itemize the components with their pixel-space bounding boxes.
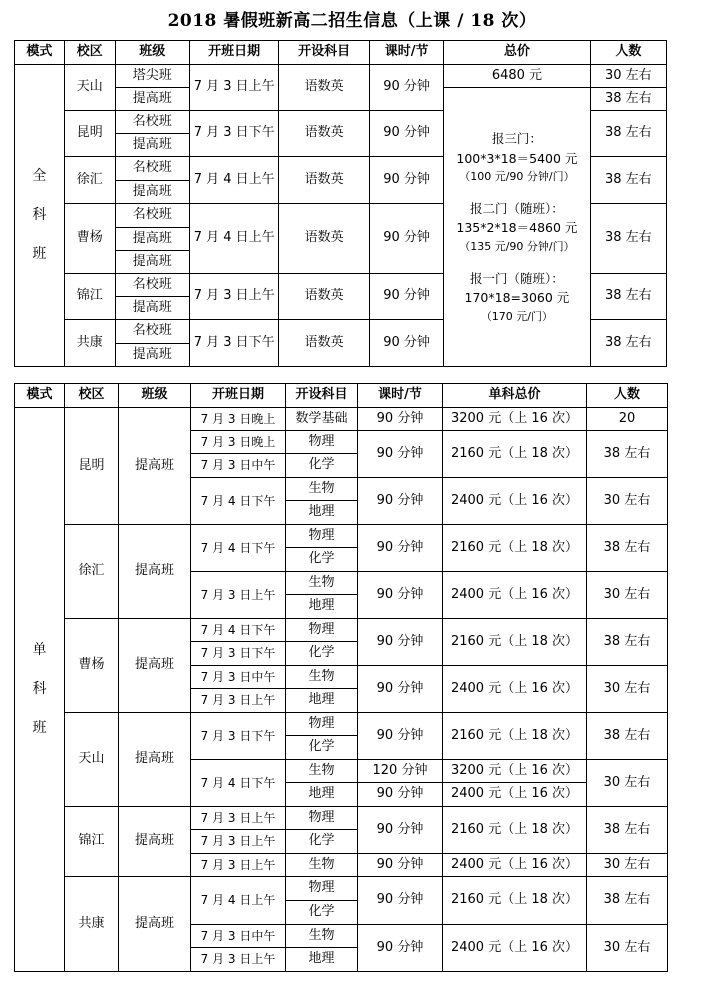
people-cell: 38 左右 xyxy=(590,320,666,367)
date-cell: 7 月 3 日晚上 xyxy=(191,408,286,431)
subject-cell: 生物 xyxy=(286,572,358,595)
subject-cell: 化学 xyxy=(286,830,358,854)
header-cell: 校区 xyxy=(65,384,119,408)
subject-cell: 物理 xyxy=(286,877,358,901)
people-cell: 20 xyxy=(587,408,668,431)
subject-cell: 生物 xyxy=(286,854,358,877)
class-cell: 提高班 xyxy=(119,525,191,619)
price-cell: 2400 元（上 16 次） xyxy=(443,478,587,525)
class-cell: 提高班 xyxy=(119,877,191,972)
table-row xyxy=(15,525,668,548)
people-cell: 38 左右 xyxy=(590,274,666,320)
price-cell: 2160 元（上 18 次） xyxy=(443,807,587,854)
header-cell: 人数 xyxy=(587,384,668,408)
price-cell: 2400 元（上 16 次） xyxy=(443,572,587,619)
date-cell: 7 月 4 日下午 xyxy=(191,525,286,572)
subject-cell: 语数英 xyxy=(279,157,370,204)
date-cell: 7 月 3 日下午 xyxy=(189,111,279,157)
class-cell: 提高班 xyxy=(119,408,191,525)
subject-cell: 生物 xyxy=(286,760,358,783)
date-cell: 7 月 3 日晚上 xyxy=(191,431,286,454)
duration-cell: 90 分钟 xyxy=(358,572,443,619)
mode-cell: 全 科 班 xyxy=(15,65,65,367)
people-cell: 30 左右 xyxy=(587,666,668,713)
date-cell: 7 月 3 日上午 xyxy=(191,854,286,877)
class-cell: 塔尖班 xyxy=(115,65,189,88)
campus-cell: 曹杨 xyxy=(65,619,119,713)
subject-cell: 语数英 xyxy=(279,320,370,367)
campus-cell: 曹杨 xyxy=(64,204,115,274)
people-cell: 38 左右 xyxy=(587,807,668,854)
header-cell: 开班日期 xyxy=(189,41,279,65)
header-cell: 开设科目 xyxy=(279,41,370,65)
duration-cell: 90 分钟 xyxy=(358,431,443,478)
header-cell: 总价 xyxy=(444,41,590,65)
date-cell: 7 月 3 日上午 xyxy=(191,830,286,854)
header-cell: 课时/节 xyxy=(369,41,443,65)
people-cell: 30 左右 xyxy=(587,854,668,877)
date-cell: 7 月 4 日下午 xyxy=(191,478,286,525)
date-cell: 7 月 4 日上午 xyxy=(191,877,286,925)
class-cell: 提高班 xyxy=(119,619,191,713)
duration-cell: 90 分钟 xyxy=(358,854,443,877)
price-cell: 6480 元 xyxy=(444,65,590,88)
price-cell: 3200 元（上 16 次） xyxy=(443,760,587,783)
class-cell: 提高班 xyxy=(115,344,189,367)
people-cell: 30 左右 xyxy=(587,478,668,525)
campus-cell: 天山 xyxy=(65,713,119,807)
campus-cell: 锦江 xyxy=(65,807,119,877)
subject-cell: 物理 xyxy=(286,713,358,736)
class-cell: 提高班 xyxy=(115,228,189,251)
people-cell: 38 左右 xyxy=(590,204,666,274)
campus-cell: 共康 xyxy=(64,320,115,367)
duration-cell: 90 分钟 xyxy=(358,666,443,713)
pricing-note-cell: 报三门： 100*3*18＝5400 元 （100 元/90 分钟/门） 报二门（随班）： 135*2*18＝4860 元 （135 元/90 分钟/门） 报一门（随班）： 170*18=3060 元 （170 元/门） xyxy=(444,88,590,367)
price-cell: 2160 元（上 18 次） xyxy=(443,525,587,572)
subject-cell: 语数英 xyxy=(279,204,370,274)
campus-cell: 共康 xyxy=(65,877,119,972)
class-cell: 名校班 xyxy=(115,320,189,344)
duration-cell: 90 分钟 xyxy=(369,111,443,157)
subject-cell: 化学 xyxy=(286,454,358,478)
duration-cell: 90 分钟 xyxy=(369,65,443,111)
full-subject-table xyxy=(14,40,667,367)
duration-cell: 90 分钟 xyxy=(358,478,443,525)
subject-cell: 地理 xyxy=(286,501,358,525)
date-cell: 7 月 3 日上午 xyxy=(189,65,279,111)
campus-cell: 徐汇 xyxy=(64,157,115,204)
header-cell: 开班日期 xyxy=(191,384,286,408)
people-cell: 38 左右 xyxy=(587,713,668,760)
header-cell: 模式 xyxy=(15,41,65,65)
people-cell: 38 左右 xyxy=(587,619,668,666)
table-row xyxy=(15,877,668,901)
header-cell: 单科总价 xyxy=(443,384,587,408)
page-title: 2018 暑假班新高二招生信息（上课 / 18 次） xyxy=(167,11,537,31)
header-cell: 班级 xyxy=(115,41,189,65)
date-cell: 7 月 3 日中午 xyxy=(191,666,286,689)
duration-cell: 90 分钟 xyxy=(369,157,443,204)
class-cell: 提高班 xyxy=(115,251,189,274)
date-cell: 7 月 4 日下午 xyxy=(191,619,286,642)
subject-cell: 语数英 xyxy=(279,65,370,111)
duration-cell: 90 分钟 xyxy=(369,320,443,367)
people-cell: 30 左右 xyxy=(587,572,668,619)
duration-cell: 90 分钟 xyxy=(369,274,443,320)
table-row xyxy=(15,807,668,830)
header-cell: 班级 xyxy=(119,384,191,408)
table-row xyxy=(15,619,668,642)
campus-cell: 徐汇 xyxy=(65,525,119,619)
table-row xyxy=(15,408,668,431)
mode-cell: 单 科 班 xyxy=(15,408,65,972)
campus-cell: 锦江 xyxy=(64,274,115,320)
subject-cell: 物理 xyxy=(286,807,358,830)
duration-cell: 90 分钟 xyxy=(358,925,443,972)
table-header-row xyxy=(15,384,668,408)
table-row xyxy=(15,713,668,736)
subject-cell: 化学 xyxy=(286,736,358,760)
subject-cell: 地理 xyxy=(286,783,358,807)
date-cell: 7 月 3 日上午 xyxy=(191,572,286,619)
campus-cell: 昆明 xyxy=(64,111,115,157)
price-cell: 2160 元（上 18 次） xyxy=(443,619,587,666)
date-cell: 7 月 3 日上午 xyxy=(191,807,286,830)
subject-cell: 生物 xyxy=(286,925,358,948)
header-cell: 校区 xyxy=(64,41,115,65)
class-cell: 名校班 xyxy=(115,111,189,134)
class-cell: 名校班 xyxy=(115,274,189,297)
campus-cell: 天山 xyxy=(64,65,115,111)
duration-cell: 120 分钟 xyxy=(358,760,443,783)
subject-cell: 化学 xyxy=(286,642,358,666)
price-cell: 2400 元（上 16 次） xyxy=(443,666,587,713)
class-cell: 提高班 xyxy=(119,713,191,807)
subject-cell: 语数英 xyxy=(279,274,370,320)
header-cell: 开设科目 xyxy=(286,384,358,408)
date-cell: 7 月 3 日下午 xyxy=(191,713,286,760)
people-cell: 30 左右 xyxy=(587,925,668,972)
subject-cell: 生物 xyxy=(286,666,358,689)
table-row xyxy=(15,65,667,88)
price-cell: 2160 元（上 18 次） xyxy=(443,877,587,925)
subject-cell: 物理 xyxy=(286,619,358,642)
people-cell: 30 左右 xyxy=(590,65,666,88)
price-cell: 2160 元（上 18 次） xyxy=(443,713,587,760)
subject-cell: 化学 xyxy=(286,901,358,925)
date-cell: 7 月 3 日上午 xyxy=(191,689,286,713)
subject-cell: 数学基础 xyxy=(286,408,358,431)
price-cell: 2400 元（上 16 次） xyxy=(443,783,587,807)
date-cell: 7 月 3 日中午 xyxy=(191,925,286,948)
subject-cell: 物理 xyxy=(286,431,358,454)
date-cell: 7 月 3 日中午 xyxy=(191,454,286,478)
subject-cell: 地理 xyxy=(286,595,358,619)
class-cell: 提高班 xyxy=(115,88,189,111)
duration-cell: 90 分钟 xyxy=(358,619,443,666)
people-cell: 38 左右 xyxy=(587,431,668,478)
subject-cell: 地理 xyxy=(286,689,358,713)
class-cell: 提高班 xyxy=(115,297,189,320)
single-subject-table xyxy=(14,383,668,972)
table-header-row xyxy=(15,41,667,65)
subject-cell: 语数英 xyxy=(279,111,370,157)
people-cell: 30 左右 xyxy=(587,760,668,807)
class-cell: 提高班 xyxy=(115,181,189,204)
price-cell: 2160 元（上 18 次） xyxy=(443,431,587,478)
people-cell: 38 左右 xyxy=(590,111,666,157)
date-cell: 7 月 4 日上午 xyxy=(189,157,279,204)
date-cell: 7 月 3 日上午 xyxy=(189,274,279,320)
price-cell: 2400 元（上 16 次） xyxy=(443,854,587,877)
campus-cell: 昆明 xyxy=(65,408,119,525)
subject-cell: 化学 xyxy=(286,548,358,572)
people-cell: 38 左右 xyxy=(587,525,668,572)
subject-cell: 地理 xyxy=(286,948,358,972)
duration-cell: 90 分钟 xyxy=(358,877,443,925)
date-cell: 7 月 3 日上午 xyxy=(191,948,286,972)
date-cell: 7 月 4 日上午 xyxy=(189,204,279,274)
people-cell: 38 左右 xyxy=(587,877,668,925)
class-cell: 提高班 xyxy=(119,807,191,877)
subject-cell: 物理 xyxy=(286,525,358,548)
header-cell: 模式 xyxy=(15,384,65,408)
date-cell: 7 月 4 日下午 xyxy=(191,760,286,807)
class-cell: 名校班 xyxy=(115,157,189,181)
duration-cell: 90 分钟 xyxy=(358,408,443,431)
price-cell: 2400 元（上 16 次） xyxy=(443,925,587,972)
duration-cell: 90 分钟 xyxy=(358,713,443,760)
people-cell: 38 左右 xyxy=(590,88,666,111)
date-cell: 7 月 3 日下午 xyxy=(189,320,279,367)
duration-cell: 90 分钟 xyxy=(358,807,443,854)
duration-cell: 90 分钟 xyxy=(369,204,443,274)
price-cell: 3200 元（上 16 次） xyxy=(443,408,587,431)
people-cell: 38 左右 xyxy=(590,157,666,204)
subject-cell: 生物 xyxy=(286,478,358,501)
date-cell: 7 月 3 日下午 xyxy=(191,642,286,666)
header-cell: 人数 xyxy=(590,41,666,65)
duration-cell: 90 分钟 xyxy=(358,783,443,807)
header-cell: 课时/节 xyxy=(358,384,443,408)
class-cell: 提高班 xyxy=(115,134,189,157)
duration-cell: 90 分钟 xyxy=(358,525,443,572)
class-cell: 名校班 xyxy=(115,204,189,228)
